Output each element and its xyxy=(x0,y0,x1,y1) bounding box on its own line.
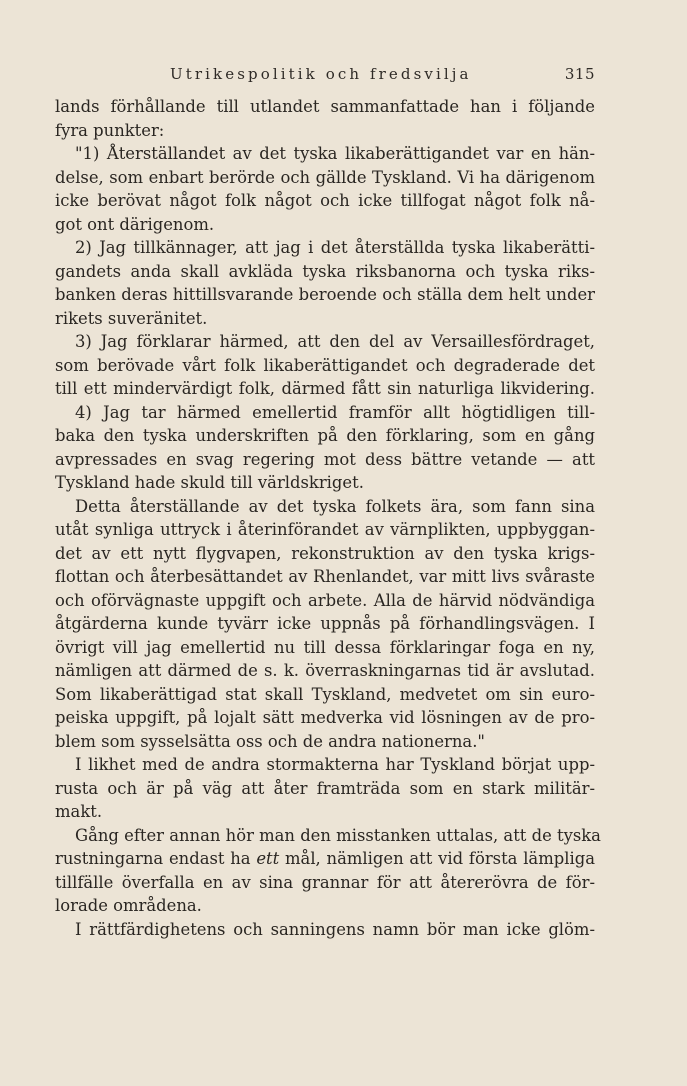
text-line: lorade områdena. xyxy=(55,896,202,915)
text-segment: mål, nämligen att vid första lämpliga xyxy=(285,849,595,868)
quote-line: avpressades en svag regering mot dess bättre vetande — att xyxy=(55,449,595,469)
quote-line: 2) Jag tillkännager, att jag i det återställda tyska likaberätti- xyxy=(75,238,595,257)
quote-line: nämligen att därmed de s. k. överraskningarnas tid är avslutad. xyxy=(55,661,595,680)
text-line: lands förhållande till utlandet sammanfattade han i följande xyxy=(55,97,595,116)
text-line: fyra punkter: xyxy=(55,120,165,140)
text-line: tillfälle överfalla en av sina grannar för att återerövra de för- xyxy=(55,872,595,892)
text-line: I likhet med de andra stormakterna har Tyskland börjat upp- xyxy=(75,755,595,774)
quote-line: och oförvägnaste uppgift och arbete. Alla de härvid nödvändiga xyxy=(55,590,595,610)
quote-line: 4) Jag tar härmed emellertid framför allt högtidligen till- xyxy=(75,402,595,422)
quote-line: övrigt vill jag emellertid nu till dessa förklaringar foga en ny, xyxy=(55,637,595,657)
quote-line: blem som sysselsätta oss och de andra nationerna." xyxy=(55,731,485,751)
quote-line: got ont därigenom. xyxy=(55,214,215,234)
quote-line: åtgärderna kunde tyvärr icke uppnås på förhandlingsvägen. I xyxy=(55,614,595,633)
quote-line: Tyskland hade skuld till världskriget. xyxy=(55,473,364,492)
text-line: Gång efter annan hör man den misstanken uttalas, att de tyska xyxy=(75,825,601,845)
quote-line: peiska uppgift, på lojalt sätt medverka vid lösningen av de pro- xyxy=(55,708,595,727)
running-title: Utrikespolitik och fredsvilja xyxy=(170,65,472,83)
text-line: makt. xyxy=(55,802,103,821)
quote-line: utåt synliga uttryck i återinförandet av värnplikten, uppbyggan- xyxy=(55,520,595,539)
text-line xyxy=(55,847,595,871)
page-number: 315 xyxy=(564,65,595,83)
text-line: rusta och är på väg att åter framträda som en stark militär- xyxy=(55,778,595,798)
quote-line: gandets anda skall avkläda tyska riksbanorna och tyska riks- xyxy=(55,261,595,281)
quote-line: det av ett nytt flygvapen, rekonstruktion av den tyska krigs- xyxy=(55,543,595,563)
text-segment: rustningarna endast ha xyxy=(55,849,251,868)
quote-line: rikets suveränitet. xyxy=(55,308,208,328)
quote-line: "1) Återställandet av det tyska likaberättigandet var en hän- xyxy=(75,144,595,163)
text-line: I rättfärdighetens och sanningens namn bör man icke glöm- xyxy=(75,919,595,939)
quote-line: Detta återställande av det tyska folkets ära, som fann sina xyxy=(75,496,595,516)
quote-line: Som likaberättigad stat skall Tyskland, medvetet om sin euro- xyxy=(55,684,595,704)
quote-line: baka den tyska underskriften på den förklaring, som en gång xyxy=(55,426,595,445)
emphasized-word: ett xyxy=(256,849,280,868)
quote-line: delse, som enbart berörde och gällde Tyskland. Vi ha därigenom xyxy=(55,167,595,187)
quote-line: icke berövat något folk något och icke tillfogat något folk nå- xyxy=(55,191,595,210)
quote-line: 3) Jag förklarar härmed, att den del av Versaillesfördraget, xyxy=(75,332,595,351)
quote-line: till ett mindervärdigt folk, därmed fått sin naturliga likvidering. xyxy=(55,379,595,398)
body-text xyxy=(55,95,601,941)
quote-line: banken deras hittillsvarande beroende och ställa dem helt under xyxy=(55,285,595,304)
quote-line: som berövade vårt folk likaberättigandet och degraderade det xyxy=(55,355,595,375)
quote-line: flottan och återbesättandet av Rhenlandet, var mitt livs svåraste xyxy=(55,567,595,586)
